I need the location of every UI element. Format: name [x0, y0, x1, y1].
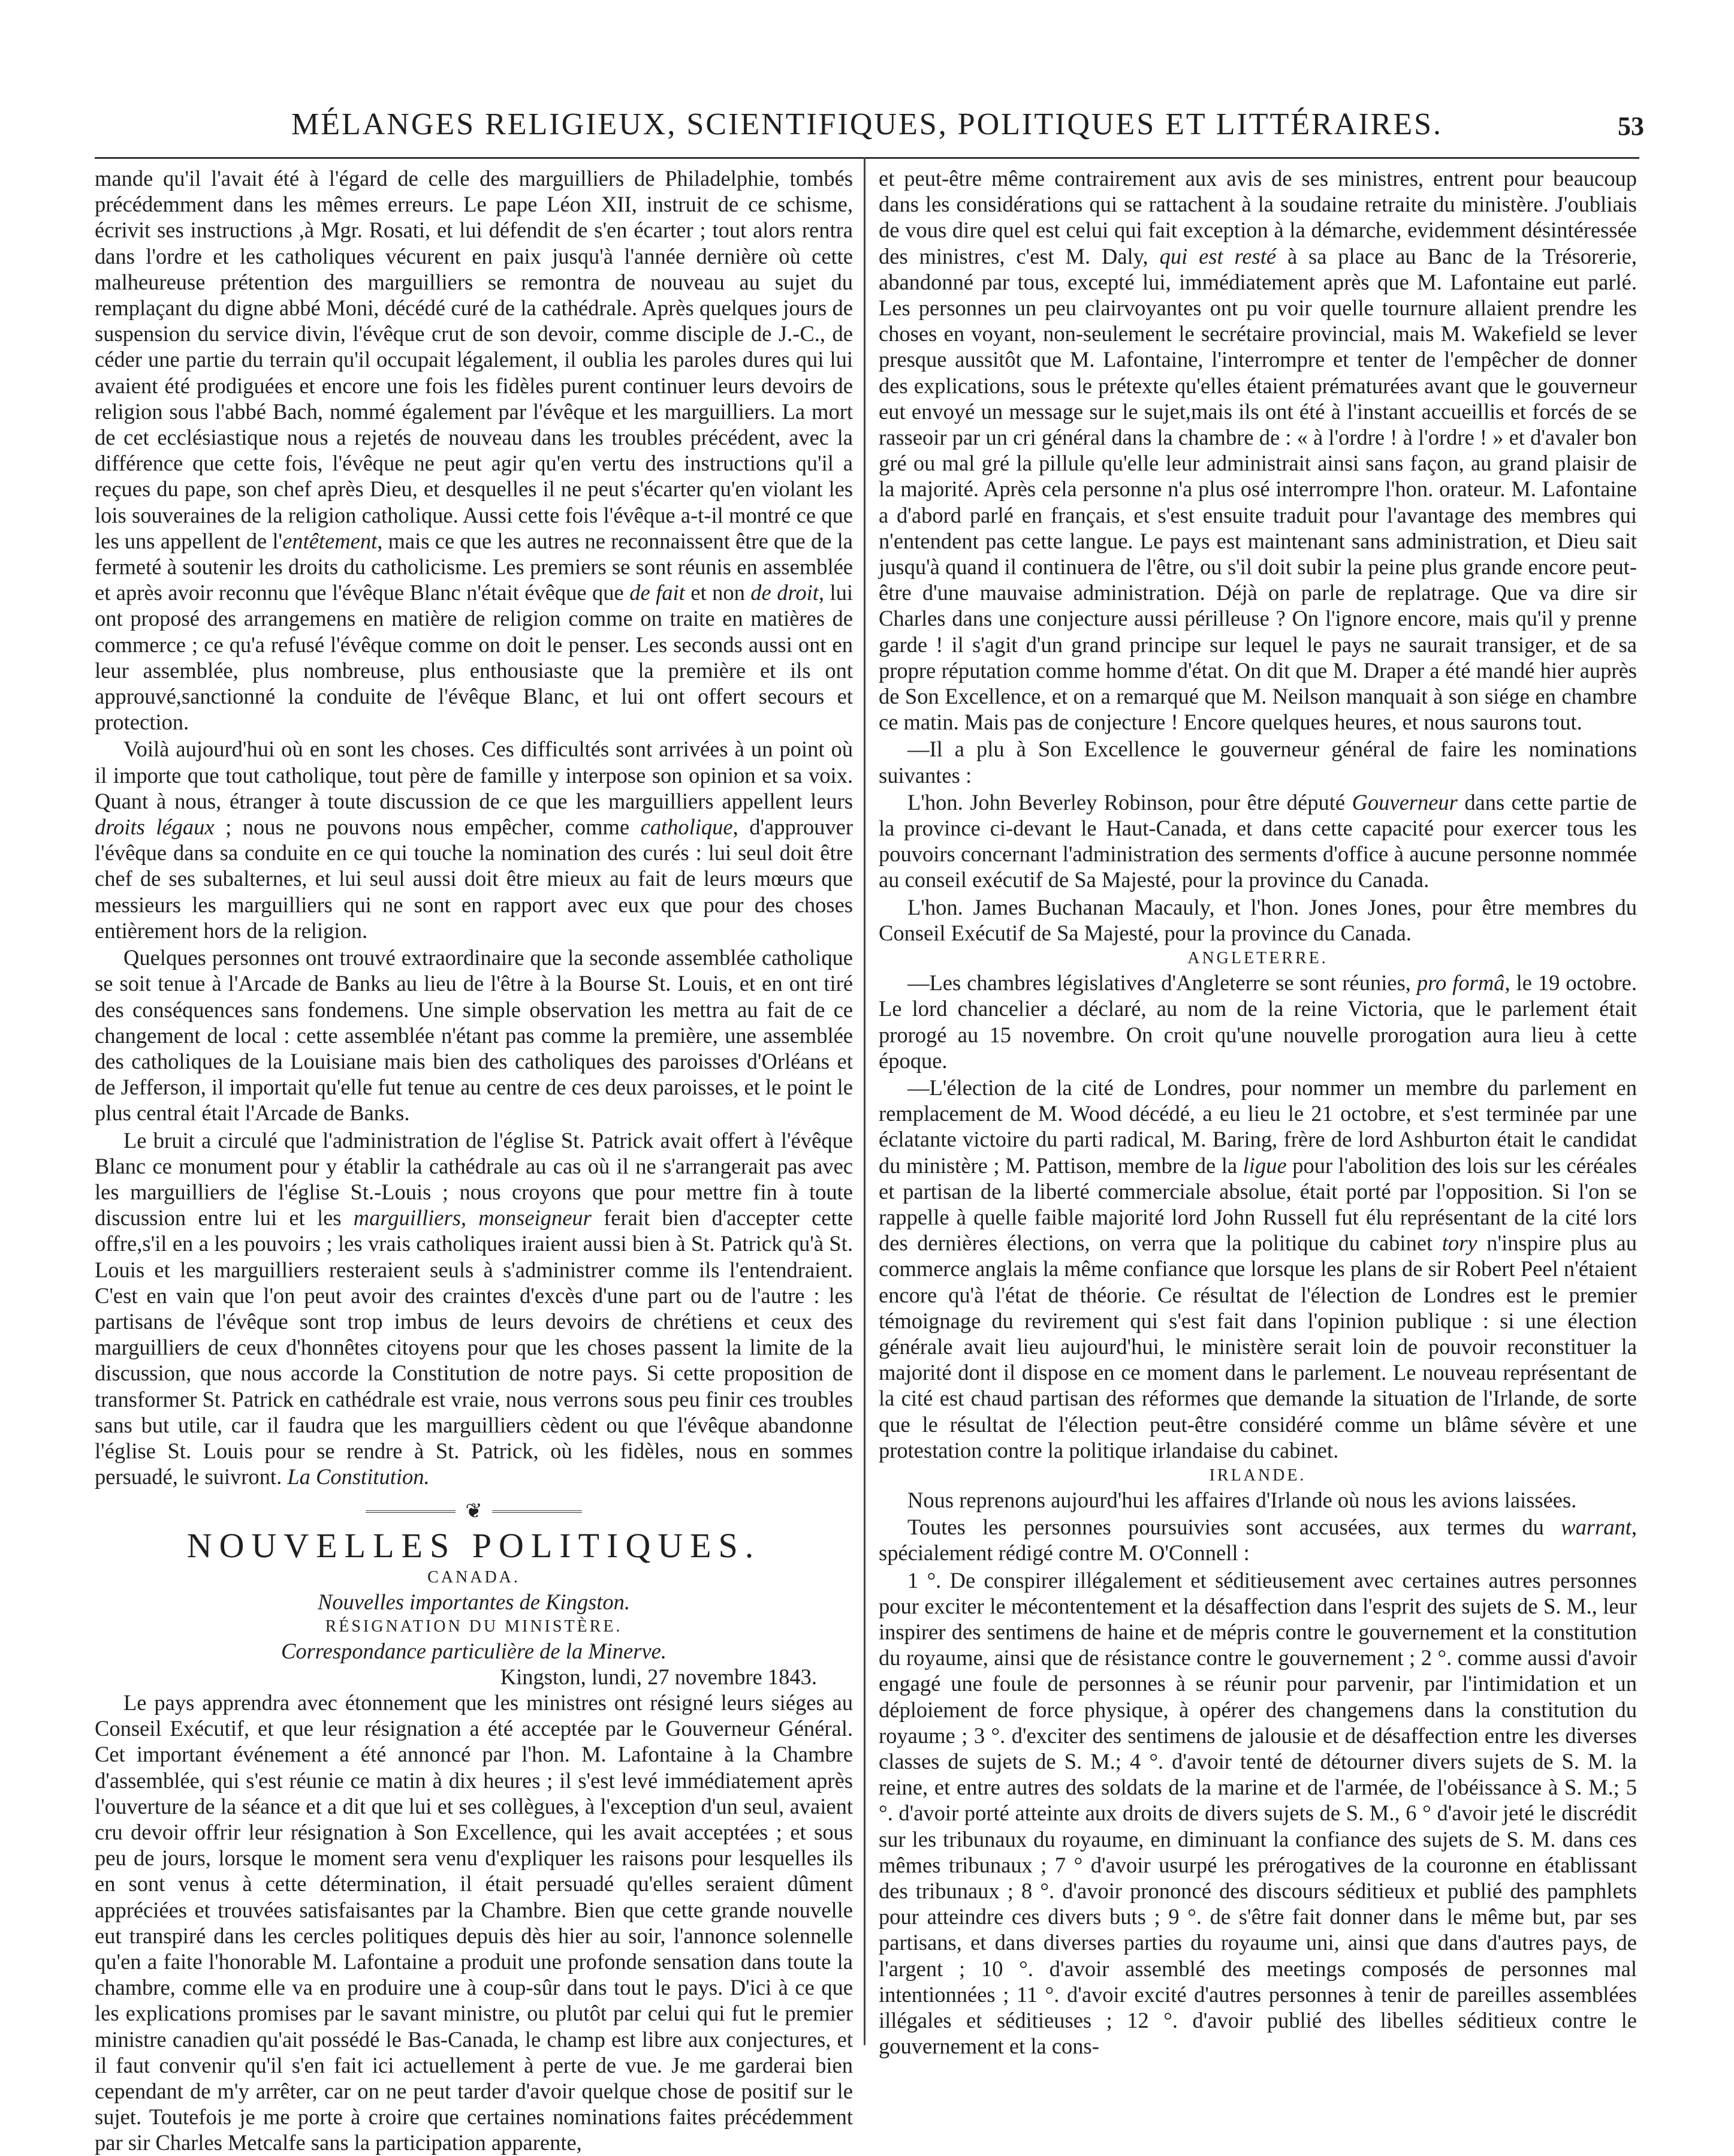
subsection-heading: CANADA.: [427, 1568, 520, 1587]
header-rule: [95, 157, 1639, 159]
running-title: MÉLANGES RELIGIEUX, SCIENTIFIQUES, POLITIQUES ET LITTÉRAIRES.: [291, 107, 1443, 141]
article-paragraph: 1 °. De conspirer illégalement et séditieusement avec certaines autres personnes pour exciter le mécontentement et la désaffection dans l'esprit des sujets de S. M., leur inspirer des sentimens de haine et de mépris contre le gouvernement et la constitution du royaume, ainsi que de résistance contre le gouvernement ; 2 °. comme aussi d'avoir engagé une foule de personnes à se réunir pour parvenir, par l'intimidation et un déploiement de force physique, à opérer des changemens dans la constitution du royaume ; 3 °. d'exciter des sentimens de jalousie et de désaffection entre les diverses classes de sujets de S. M.; 4 °. d'avoir tenté de détourner divers sujets de S. M. la reine, et entre autres des soldats de la marine et de l'armée, de l'obéissance à S. M.; 5 °. d'avoir porté atteinte aux droits de divers sujets de S. M., 6 ° d'avoir jeté le discrédit sur les tribunaux du royaume, en diminuant la confiance des sujets de S. M. dans ces mêmes tribunaux ; 7 ° d'avoir usurpé les prérogatives de la couronne en établissant des tribunaux ; 8 °. d'avoir prononcé des discours séditieux et publié des pamphlets pour atteindre ces divers buts ; 9 °. de s'être fait donner dans le même but, par ses partisans, et dans diverses parties du royaume uni, ainsi que dans d'autres pays, de l'argent ; 10 °. d'avoir assemblé des meetings composés de personnes mal intentionnées ; 11 °. d'avoir excité d'autres personnes à tenir de pareilles assemblées illégales et séditieuses ; 12 °. d'avoir publié des libelles séditieux contre le gouvernement et la cons-: [879, 1567, 1637, 2059]
section-heading: NOUVELLES POLITIQUES.: [186, 1526, 761, 1566]
article-title: Nouvelles importantes de Kingston.: [317, 1590, 631, 1615]
article-paragraph: Quelques personnes ont trouvé extraordinaire que la seconde assemblée catholique se soit tenue à l'Arcade de Banks au lieu de l'être à la Bourse St. Louis, et en ont tiré des conséquences sans fondemens. Une simple observation les mettra au fait de ce changement de local : cette assemblée n'étant pas comme la première, une assemblée des catholiques de la Louisiane mais bien des catholiques des paroisses d'Orléans et de Jefferson, il importait qu'elle fut tenue au centre de ces deux paroisses, et le point le plus central était l'Arcade de Banks.: [95, 945, 853, 1126]
article-subtitle: RÉSIGNATION DU MINISTÈRE.: [325, 1617, 623, 1636]
fleuron-icon: ❦: [465, 1500, 482, 1522]
article-paragraph: L'hon. James Buchanan Macauly, et l'hon. Jones Jones, pour être membres du Conseil Exécutif de Sa Majesté, pour la province du Canada.: [879, 894, 1637, 945]
page-header: [0, 0, 1734, 162]
article-paragraph: Le pays apprendra avec étonnement que les ministres ont résigné leurs siéges au Conseil Exécutif, et que leur résignation a été acceptée par le Gouverneur Général. Cet important événement a été annoncé par l'hon. M. Lafontaine à la Chambre d'assemblée, qui s'est réunie ce matin à dix heures ; il s'est levé immédiatement après l'ouverture de la séance et a dit que lui et ses collègues, à l'exception d'un seul, avaient cru devoir offrir leur résignation à Son Excellence, qui les avait acceptées ; et sous peu de jours, lorsque le moment sera venu d'expliquer les raisons pour lesquelles ils en sont venus à cette détermination, il était persuadé qu'elles seraient dûment appréciées et trouvées satisfaisantes par la Chambre. Bien que cette grande nouvelle eut transpiré dans les cercles politiques depuis dès hier au soir, l'annonce solennelle qu'en a faite l'honorable M. Lafontaine a produit une profonde sensation dans toute la chambre, comme elle va en produire une à coup-sûr dans tout le pays. D'ici à ce que les explications promises par le savant ministre, ou plutôt par celui qui fut le premier ministre canadien qu'ait possédé le Bas-Canada, le champ est libre aux conjectures, et il faut convenir qu'il s'en fait ici actuellement à perte de vue. Je me garderai bien cependant de m'y arrêter, car on ne peut tarder d'avoir quelque chose de positif sur le sujet. Toutefois je me porte à croire que certaines nominations faites précédemment par sir Charles Metcalfe sans la participation apparente,: [95, 1690, 853, 2155]
article-paragraph: Nous reprenons aujourd'hui les affaires d'Irlande où nous les avions laissées.: [907, 1487, 1577, 1512]
article-paragraph: Voilà aujourd'hui où en sont les choses. Ces difficultés sont arrivées à un point où il importe que tout catholique, tout père de famille y interpose son opinion et sa voix. Quant à nous, étranger à toute discussion de ce que les marguilliers appellent leurs droits légaux ; nous ne pouvons nous empêcher, comme catholique, d'approuver l'évêque dans sa conduite en ce qui touche la nomination des curés : lui seul doit être chef de ses subalternes, et lui seul aussi doit être mieux au fait de leurs mœurs que messieurs les marguilliers qui ne sont en rapport avec eux que pour des choses entièrement hors de la religion.: [95, 737, 853, 943]
dateline: Kingston, lundi, 27 novembre 1843.: [500, 1664, 817, 1689]
article-source: Correspondance particulière de la Minerve.: [281, 1638, 667, 1663]
ornament-rule: [366, 1510, 456, 1513]
article-signature: La Constitution.: [287, 1464, 430, 1489]
subsection-heading: IRLANDE.: [1209, 1466, 1307, 1485]
right-column: [879, 165, 1638, 2059]
article-paragraph: et peut-être même contrairement aux avis de ses ministres, entrent pour beaucoup dans les considérations qui se rattachent à la soudaine retraite du ministère. J'oubliais de vous dire quel est celui qui fait exception à la démarche, evidemment désintéressée des ministres, c'est M. Daly, qui est resté à sa place au Banc de la Trésorerie, abandonné par tous, excepté lui, immédiatement après que M. Lafontaine eut parlé. Les personnes un peu clairvoyantes ont pu voir quelle tournure allaient prendre les choses en voyant, non-seulement le secrétaire provincial, mais M. Wakefield se lever presque aussitôt que M. Lafontaine, l'interrompre et tenter de l'empêcher de donner des explications, sous le prétexte qu'elles étaient prématurées avant que le gouverneur eut envoyé un message sur le sujet,mais ils ont été à l'instant accueillis et forcés de se rasseoir par un cri général dans la chambre de : « à l'ordre ! à l'ordre ! » et d'avaler bon gré ou mal gré la pillule qu'elle leur administrait ainsi sans façon, au grand plaisir de la majorité. Après cela personne n'a plus osé interrompre l'hon. orateur. M. Lafontaine a d'abord parlé en français, et s'est ensuite traduit pour l'avantage des membres qui n'entendent pas cette langue. Le pays est maintenant sans administration, et Dieu sait jusqu'à quand il continuera de l'être, ou s'il doit subir la peine plus grande encore peut-être d'une mauvaise administration. Déjà on parle de replatrage. Que va dire sir Charles dans une conjecture aussi périlleuse ? On l'ignore encore, mais qu'il y prenne garde ! il s'agit d'un grand principe sur lequel le pays ne saurait transiger, et de sa propre réputation comme homme d'état. On dit que M. Draper a été mandé hier auprès de Son Excellence, et on a remarqué que M. Neilson manquait à son siége en chambre ce matin. Mais pas de conjecture ! Encore quelques heures, et nous saurons tout.: [879, 166, 1638, 735]
ornament-rule: [492, 1510, 582, 1513]
section-ornament: [95, 1498, 853, 1522]
subsection-heading: ANGLETERRE.: [1187, 949, 1328, 968]
article-paragraph: Toutes les personnes poursuivies sont accusées, aux termes du warrant, spécialement rédigé contre M. O'Connell :: [879, 1515, 1637, 1566]
article-paragraph: L'hon. John Beverley Robinson, pour être député Gouverneur dans cette partie de la province ci-devant le Haut-Canada, et dans cette capacité pour exercer tous les pouvoirs concernant l'administration des serments d'office à aucune personne nommée au conseil exécutif de Sa Majesté, pour la province du Canada.: [879, 789, 1637, 892]
page-number: 53: [1618, 111, 1644, 141]
left-column: [95, 165, 853, 2155]
article-paragraph: —L'élection de la cité de Londres, pour nommer un membre du parlement en remplacement de M. Wood décédé, a eu lieu le 21 octobre, et s'est terminée par une éclatante victoire du parti radical, M. Baring, frère de lord Ashburton était le candidat du ministère ; M. Pattison, membre de la ligue pour l'abolition des lois sur les céréales et partisan de la liberté commerciale absolue, était porté par l'opposition. Si l'on se rappelle à quelle faible majorité lord John Russell fut élu représentant de la cité lors des dernières élections, on verra que la politique du cabinet tory n'inspire plus au commerce anglais la même confiance que lorsque les plans de sir Robert Peel n'étaient encore qu'à l'état de théorie. Ce résultat de l'élection de Londres est le premier témoignage du revirement qui s'est fait dans l'opinion publique : si une élection générale avait lieu aujourd'hui, le ministère serait loin de pouvoir reconstituer la majorité dont il dispose en ce moment dans le parlement. Le nouveau représentant de la cité est chaud partisan des réformes que demande la situation de l'Irlande, de sorte que le résultat de l'élection peut-être considéré comme un blâme sévère et une protestation contre la politique irlandaise du cabinet.: [879, 1075, 1637, 1463]
column-divider: [864, 157, 866, 2045]
article-paragraph: mande qu'il l'avait été à l'égard de celle des marguilliers de Philadelphie, tombés précédemment dans les mêmes erreurs. Le pape Léon XII, instruit de ce schisme, écrivit ses instructions ,à Mgr. Rosati, et lui défendit de s'en écarter ; tout alors rentra dans l'ordre et les catholiques vécurent en paix jusqu'à l'année dernière où cette malheureuse prétention des marguilliers se remontra de nouveau au sujet du remplaçant du digne abbé Moni, décédé curé de la cathédrale. Après quelques jours de suspension du service divin, l'évêque crut de son devoir, comme disciple de J.-C., de céder une partie du terrain qu'il occupait légalement, il oublia les paroles dures qui lui avaient été prodiguées et encore une fois les fidèles purent continuer leurs devoirs de religion sous l'abbé Bach, nommé également par l'évêque et les marguilliers. La mort de cet ecclésiastique nous a rejetés de nouveau dans les troubles précédent, avec la différence que cette fois, l'évêque ne peut agir qu'en vertu des instructions qu'il a reçues du pape, son chef après Dieu, et desquelles il ne peut s'écarter qu'en violant les lois souveraines de la religion catholique. Aussi cette fois l'évêque a-t-il montré ce que les uns appellent de l'entêtement, mais ce que les autres ne reconnaissent être que de la fermeté à soutenir les droits du catholicisme. Les premiers se sont réunis en assemblée et après avoir reconnu que l'évêque Blanc n'était évêque que de fait et non de droit, lui ont proposé des arrangemens en matière de religion comme on traite en matières de commerce ; ce qu'a refusé l'évêque comme on doit le penser. Les seconds aussi ont en leur assemblée, plus nombreuse, plus enthousiaste que la première et ils ont approuvé,sanctionné la conduite de l'évêque Blanc, et lui ont offert secours et protection.: [95, 166, 853, 735]
article-paragraph: Le bruit a circulé que l'administration de l'église St. Patrick avait offert à l'évêque Blanc ce monument pour y établir la cathédrale au cas où il ne s'arrangerait pas avec les marguilliers de l'église St.-Louis ; nous croyons que pour mettre fin à toute discussion entre lui et les marguilliers, monseigneur ferait bien d'accepter cette offre,s'il en a les pouvoirs ; les vrais catholiques iraient aussi bien à St. Patrick qu'à St. Louis et les marguilliers resteraient seuls à s'administrer comme ils l'entendraient. C'est en vain que l'on peut avoir des craintes d'excès d'une part ou de l'autre : les partisans de l'évêque sont trop imbus de leurs devoirs de chrétiens et ceux des marguilliers de ceux d'honnêtes citoyens pour que les choses passent la limite de la discussion, que nous accorde la Constitution de notre pays. Si cette proposition de transformer St. Patrick en cathédrale est vraie, nous verrons sous peu finir ces troubles sans but utile, car il faudra que les marguilliers cèdent ou que l'évêque abandonne l'église St. Louis pour se rendre à St. Patrick, où les fidèles, nous en sommes persuadé, le suivront. La Constitution.: [95, 1127, 853, 1489]
article-paragraph: —Les chambres législatives d'Angleterre se sont réunies, pro formâ, le 19 octobre. Le lord chancelier a déclaré, au nom de la reine Victoria, que le parlement était prorogé au 15 novembre. On croit qu'une nouvelle prorogation aura lieu à cette époque.: [879, 970, 1637, 1073]
article-paragraph: —Il a plu à Son Excellence le gouverneur général de faire les nominations suivantes :: [879, 737, 1637, 788]
